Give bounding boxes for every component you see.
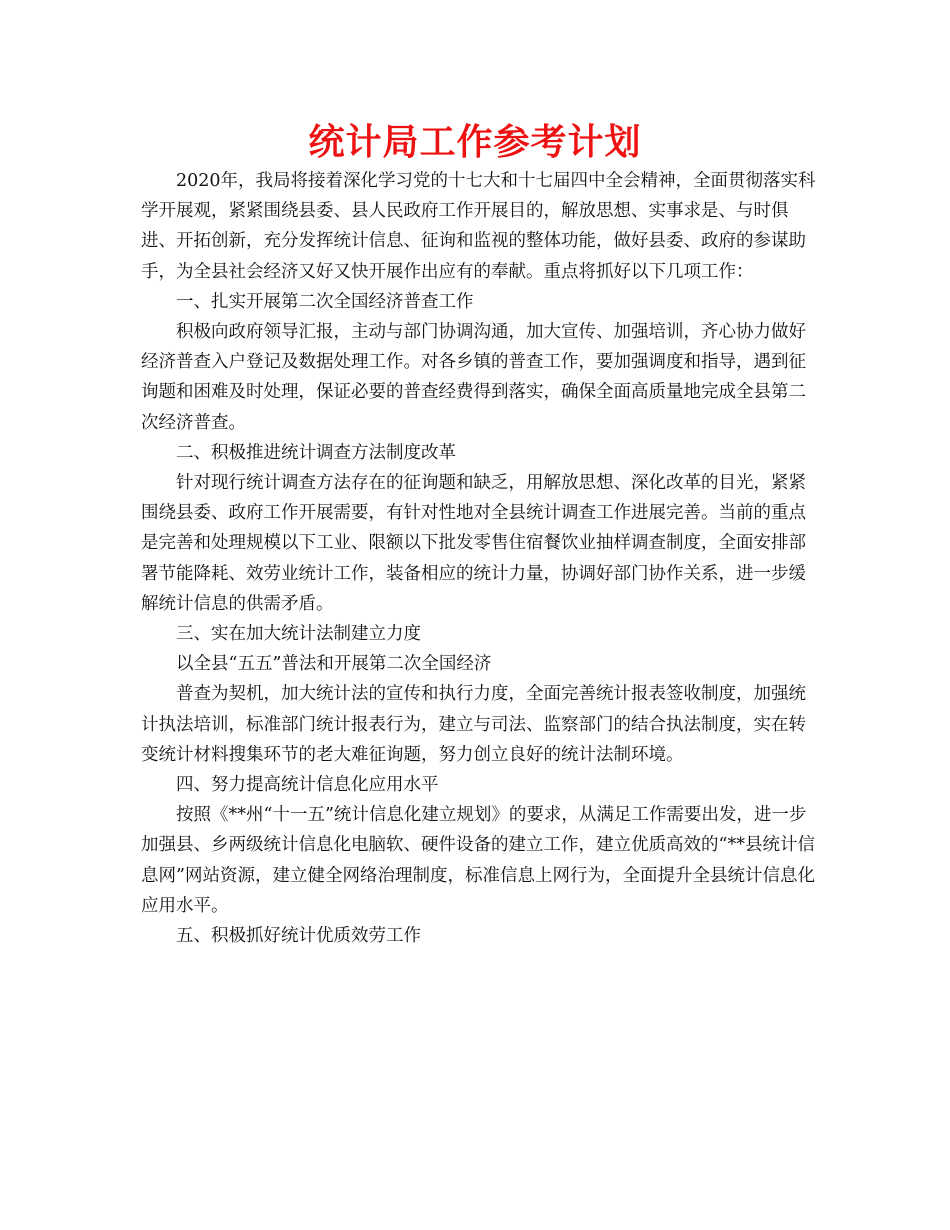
section-3-heading: 三、实在加大统计法制建立力度 <box>176 624 421 645</box>
document-body <box>141 166 821 951</box>
section-5-heading: 五、积极抓好统计优质效劳工作 <box>176 926 421 947</box>
section-4-paragraph: 按照《**州“十一五”统计信息化建立规划》的要求，从满足工作需要出发，进一步加强县、乡两级统计信息化电脑软、硬件设备的建立工作，建立优质高效的“**县统计信息网”网站资源，建立健全网络治理制度，标准信息上网行为，全面提升全县统计信息化应用水平。 <box>141 805 815 916</box>
section-3-paragraph: 普查为契机，加大统计法的宣传和执行力度，全面完善统计报表签收制度，加强统计执法培训，标准部门统计报表行为，建立与司法、监察部门的结合执法制度，实在转变统计材料搜集环节的老大难征询题，努力创立良好的统计法制环境。 <box>141 684 806 765</box>
section-4-heading: 四、努力提高统计信息化应用水平 <box>176 775 439 796</box>
section-1-paragraph: 积极向政府领导汇报，主动与部门协调沟通，加大宣传、加强培训，齐心协力做好经济普查入户登记及数据处理工作。对各乡镇的普查工作，要加强调度和指导，遇到征询题和困难及时处理，保证必要的普查经费得到落实，确保全面高质量地完成全县第二次经济普查。 <box>141 322 806 433</box>
section-1-heading: 一、扎实开展第二次全国经济普查工作 <box>176 291 474 312</box>
intro-paragraph: 2020年，我局将接着深化学习党的十七大和十七届四中全会精神，全面贯彻落实科学开展观，紧紧围绕县委、县人民政府工作开展目的，解放思想、实事求是、与时俱进、开拓创新，充分发挥统计信息、征询和监视的整体功能，做好县委、政府的参谋助手，为全县社会经济又好又快开展作出应有的奉献。重点将抓好以下几项工作： <box>141 171 816 282</box>
section-2-heading: 二、积极推进统计调查方法制度改革 <box>176 442 456 463</box>
section-2-paragraph: 针对现行统计调查方法存在的征询题和缺乏，用解放思想、深化改革的目光，紧紧围绕县委、政府工作开展需要，有针对性地对全县统计调查工作进展完善。当前的重点是完善和处理规模以下工业、限额以下批发零售住宿餐饮业抽样调查制度，全面安排部署节能降耗、效劳业统计工作，装备相应的统计力量，协调好部门协作关系，进一步缓解统计信息的供需矛盾。 <box>141 473 806 614</box>
document-title: 统计局工作参考计划 <box>308 121 642 163</box>
section-3-lead-line: 以全县“五五”普法和开展第二次全国经济 <box>176 654 492 675</box>
